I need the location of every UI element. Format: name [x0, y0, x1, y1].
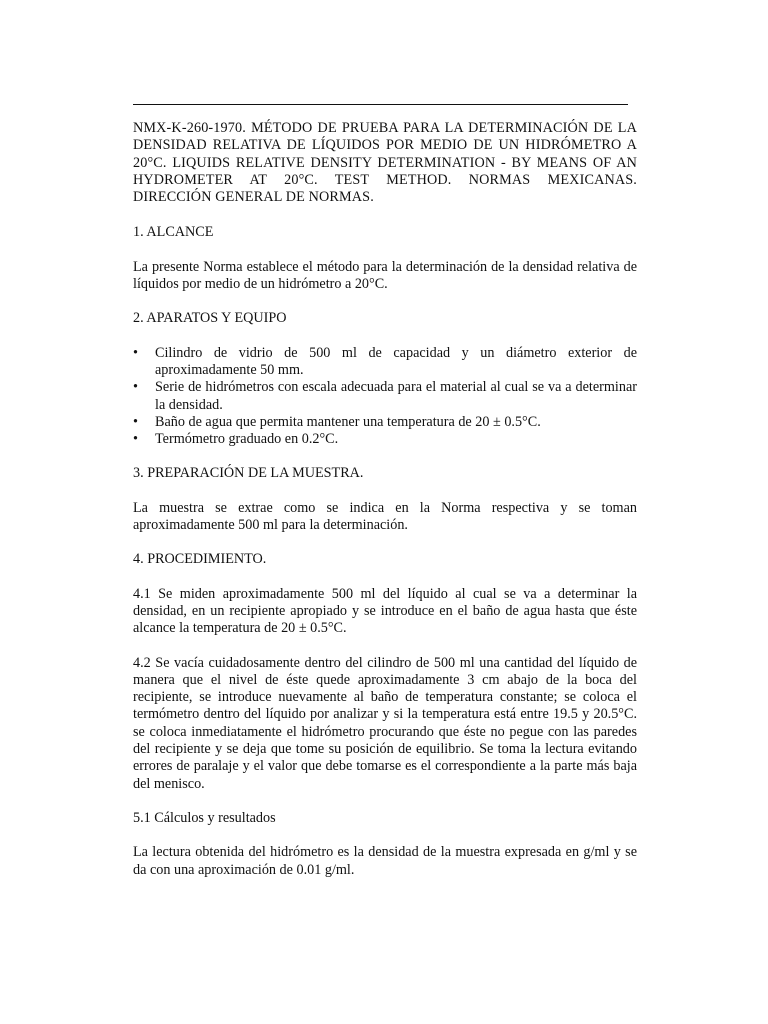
- list-item: [133, 414, 637, 431]
- section-heading-alcance: 1. ALCANCE: [133, 224, 214, 241]
- section-body-calculos: La lectura obtenida del hidrómetro es la densidad de la muestra expresada en g/ml y se da con una aproximación de 0.01 g/ml.: [133, 844, 637, 878]
- list-item: [133, 431, 637, 448]
- top-horizontal-rule: [133, 104, 628, 105]
- list-item-text: Baño de agua que permita mantener una temperatura de 20 ± 0.5°C.: [155, 413, 541, 430]
- list-item-text: Termómetro graduado en 0.2°C.: [155, 431, 339, 448]
- section-heading-calculos: 5.1 Cálculos y resultados: [133, 809, 276, 826]
- section-heading-aparatos: 2. APARATOS Y EQUIPO: [133, 310, 287, 327]
- list-item: [133, 379, 637, 414]
- bullet-icon: •: [133, 413, 138, 430]
- list-item-text: Cilindro de vidrio de 500 ml de capacidad y un diámetro exterior de aproximadamente 50 mm.: [155, 344, 637, 378]
- bullet-icon: •: [133, 431, 138, 448]
- bullet-icon: •: [133, 344, 138, 361]
- bullet-icon: •: [133, 379, 138, 396]
- section-heading-preparacion: 3. PREPARACIÓN DE LA MUESTRA.: [133, 465, 364, 482]
- procedure-paragraph-4-2: 4.2 Se vacía cuidadosamente dentro del cilindro de 500 ml una cantidad del líquido de manera que el nivel de éste quede aproximadamente 3 cm abajo de la boca del recipiente, se introduce nuevamente al baño de temperatura constante; se coloca el termómetro dentro del líquido por analizar y si la temperatura está entre 19.5 y 20.5°C. se coloca inmediatamente el hidrómetro procurando que éste no pegue con las paredes del recipiente y se deja que tome su posición de equilibrio. Se toma la lectura evitando errores de paralaje y el valor que debe tomarse es el correspondiente a la parte más baja del menisco.: [133, 654, 637, 792]
- section-body-preparacion: La muestra se extrae como se indica en la Norma respectiva y se toman aproximadamente 500 ml para la determinación.: [133, 499, 637, 534]
- list-item: [133, 345, 637, 380]
- section-heading-procedimiento: 4. PROCEDIMIENTO.: [133, 551, 267, 568]
- section-body-alcance: La presente Norma establece el método para la determinación de la densidad relativa de líquidos por medio de un hidrómetro a 20°C.: [133, 258, 637, 293]
- list-item-text: Serie de hidrómetros con escala adecuada para el material al cual se va a determinar la densidad.: [155, 379, 637, 413]
- equipment-list: [133, 345, 637, 449]
- procedure-paragraph-4-1: 4.1 Se miden aproximadamente 500 ml del líquido al cual se va a determinar la densidad, en un recipiente apropiado y se introduce en el baño de agua hasta que éste alcance la temperatura de 20 ± 0.5°C.: [133, 585, 637, 637]
- document-body: [133, 120, 637, 879]
- document-title: NMX-K-260-1970. MÉTODO DE PRUEBA PARA LA DETERMINACIÓN DE LA DENSIDAD RELATIVA DE LÍQUIDOS POR MEDIO DE UN HIDRÓMETRO A 20°C. LIQUIDS RELATIVE DENSITY DETERMINATION - BY MEANS OF AN HYDROMETER AT 20°C. TEST METHOD. NORMAS MEXICANAS. DIRECCIÓN GENERAL DE NORMAS.: [133, 120, 637, 206]
